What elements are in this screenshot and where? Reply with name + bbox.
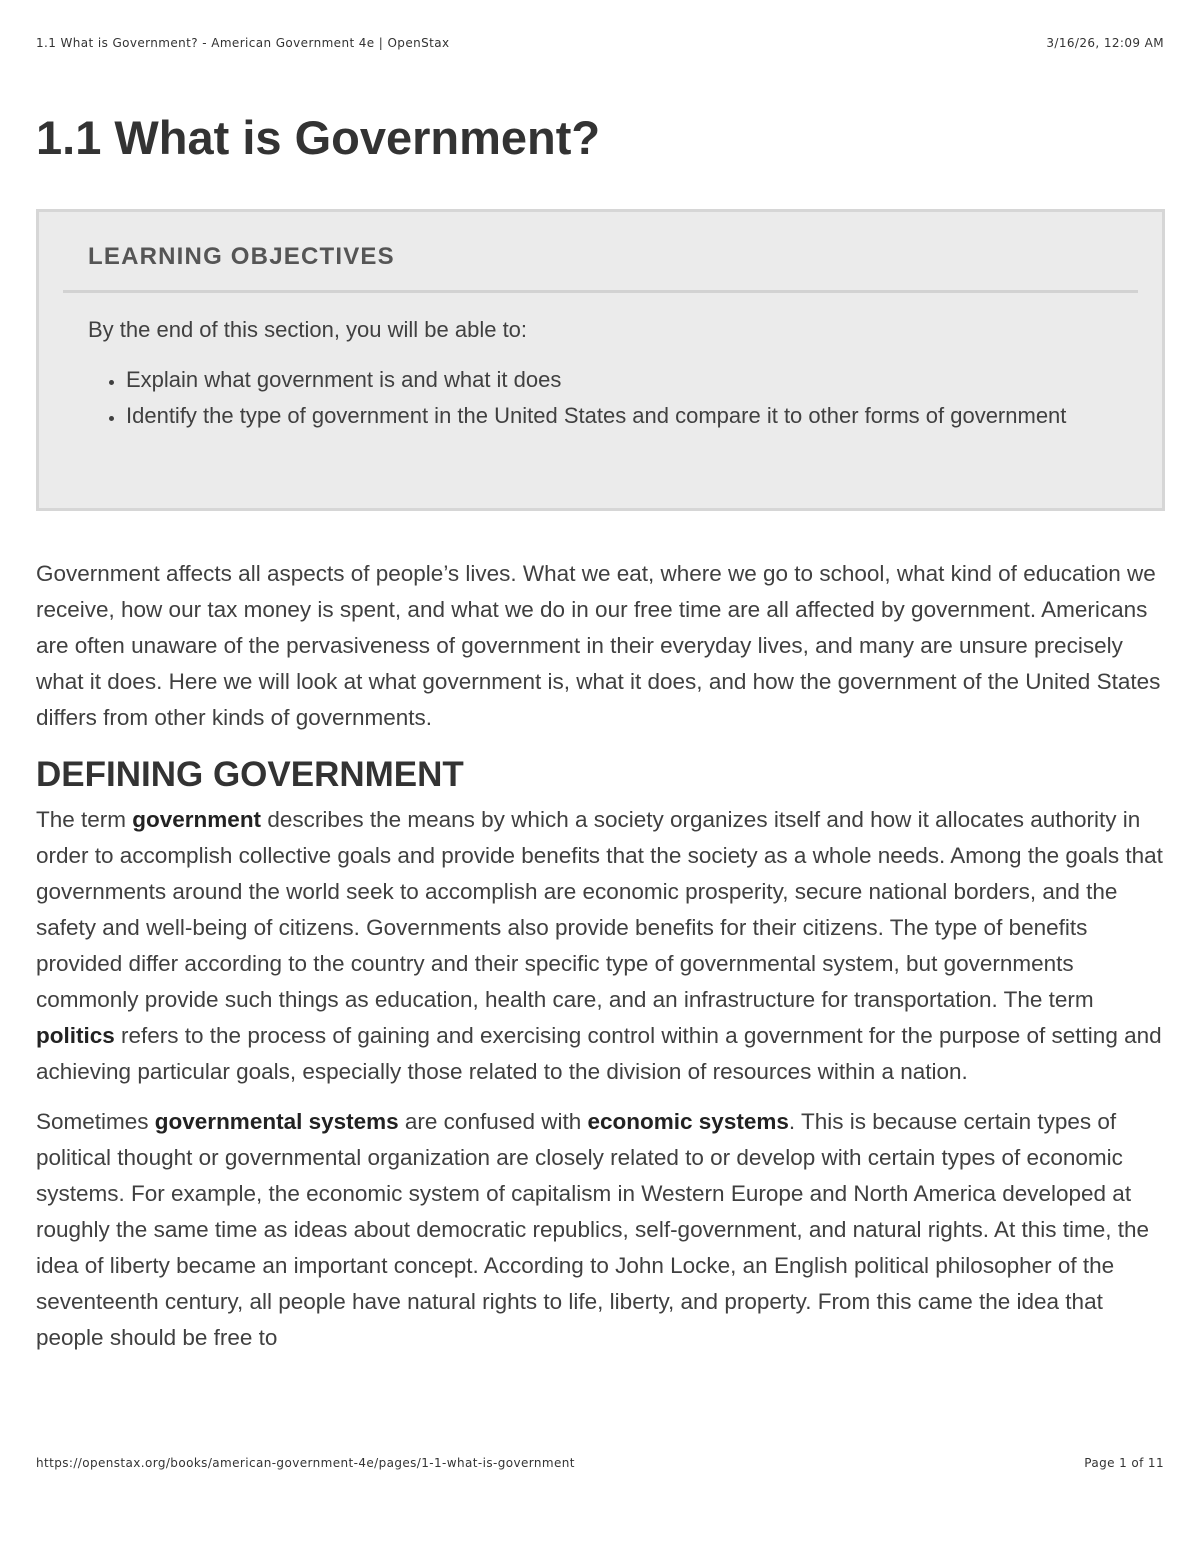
learning-objectives-box bbox=[36, 209, 1165, 511]
learning-objective-item: • Identify the type of government in the United States and compare it to other forms of government bbox=[126, 398, 1166, 434]
print-header-timestamp: 3/16/26, 12:09 AM bbox=[1046, 36, 1164, 50]
paragraph-systems bbox=[36, 1104, 1171, 1356]
key-term-politics: politics bbox=[36, 1023, 115, 1048]
paragraph-text: The term bbox=[36, 807, 133, 832]
print-footer-page-number: Page 1 of 11 bbox=[1084, 1456, 1164, 1470]
learning-objective-item: • Explain what government is and what it does bbox=[126, 362, 1166, 398]
print-header bbox=[36, 36, 1164, 50]
paragraph-defining-government bbox=[36, 802, 1171, 1090]
key-term-economic-systems: economic systems bbox=[587, 1109, 789, 1134]
section-heading: DEFINING GOVERNMENT bbox=[36, 755, 464, 794]
print-footer-url: https://openstax.org/books/american-government-4e/pages/1-1-what-is-government bbox=[36, 1456, 575, 1470]
paragraph-text: refers to the process of gaining and exercising control within a government for the purpose of setting and achieving particular goals, especially those related to the division of resources within a nation. bbox=[36, 1023, 1162, 1084]
key-term-governmental-systems: governmental systems bbox=[154, 1109, 399, 1134]
learning-objectives-heading: LEARNING OBJECTIVES bbox=[88, 243, 395, 270]
learning-objectives-divider bbox=[63, 290, 1138, 293]
paragraph-text: describes the means by which a society organizes itself and how it allocates authority in order to accomplish collective goals and provide benefits that the society as a whole needs. Among the goals that governments around the world seek to accomplish are economic prosperity, secure national borders, and the safety and well-being of citizens. Governments also provide benefits for their citizens. The type of benefits provided differ according to the country and their specific type of governmental system, but governments commonly provide such things as education, health care, and an infrastructure for transportation. The term bbox=[36, 807, 1163, 1012]
page-title: 1.1 What is Government? bbox=[36, 111, 601, 164]
print-footer bbox=[36, 1456, 1164, 1470]
main-content bbox=[36, 556, 1171, 1370]
paragraph-text: are confused with bbox=[398, 1109, 588, 1134]
learning-objectives-intro: By the end of this section, you will be able to: bbox=[88, 317, 528, 342]
intro-paragraph: Government affects all aspects of people’s lives. What we eat, where we go to school, what kind of education we receive, how our tax money is spent, and what we do in our free time are all affected by government. Americans are often unaware of the pervasiveness of government in their everyday lives, and many are unsure precisely what it does. Here we will look at what government is, what it does, and how the government of the United States differs from other kinds of governments. bbox=[36, 561, 1161, 730]
paragraph-text: Sometimes bbox=[36, 1109, 155, 1134]
paragraph-text: . This is because certain types of political thought or governmental organization are closely related to or develop with certain types of economic systems. For example, the economic system of capitalism in Western Europe and North America developed at roughly the same time as ideas about democratic republics, self-government, and natural rights. At this time, the idea of liberty became an important concept. According to John Locke, an English political philosopher of the seventeenth century, all people have natural rights to life, liberty, and property. From this came the idea that people should be free to bbox=[36, 1109, 1150, 1350]
learning-objectives-list bbox=[88, 362, 1166, 434]
print-header-title: 1.1 What is Government? - American Government 4e | OpenStax bbox=[36, 36, 450, 50]
key-term-government: government bbox=[132, 807, 262, 832]
